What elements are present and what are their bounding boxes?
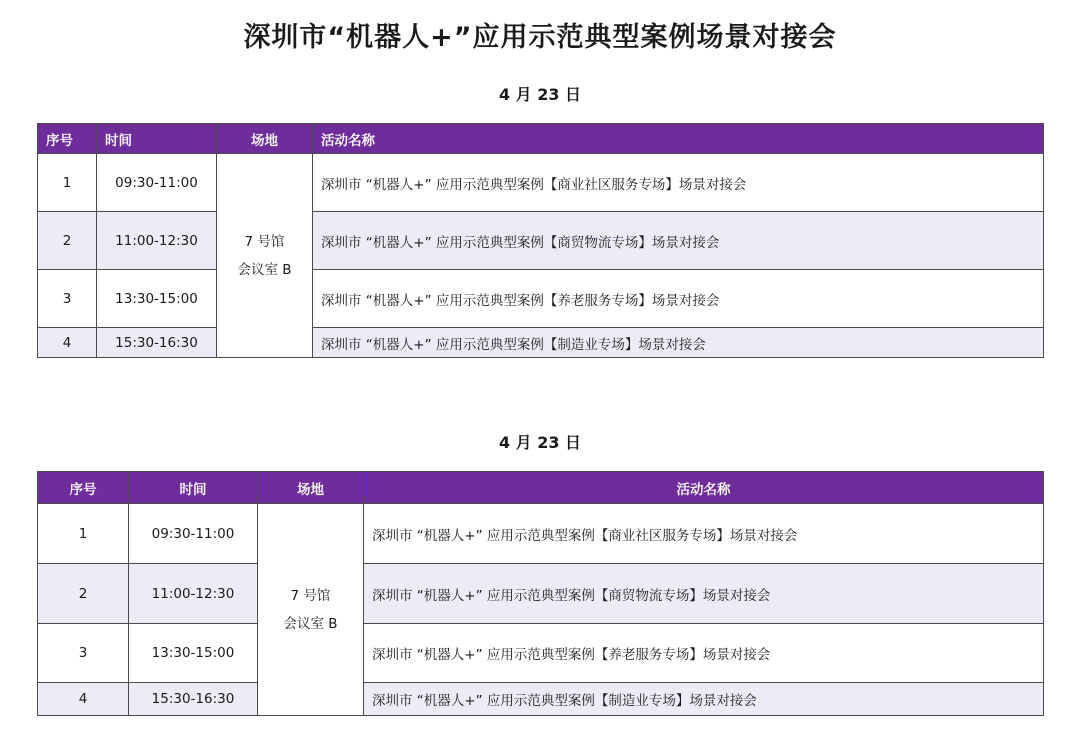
table-header-row bbox=[38, 124, 1044, 154]
page-title: 深圳市“机器人+”应用示范典型案例场景对接会 bbox=[243, 22, 837, 53]
table-row bbox=[38, 154, 1044, 212]
header-cell-venue: 场地 bbox=[258, 472, 364, 504]
table-row bbox=[38, 328, 1044, 358]
row-number: 2 bbox=[38, 212, 97, 270]
table-row bbox=[38, 270, 1044, 328]
table-row bbox=[38, 504, 1044, 564]
header-cell-number: 序号 bbox=[38, 472, 129, 504]
row-number: 4 bbox=[38, 328, 97, 358]
header-cell-number: 序号 bbox=[38, 124, 97, 154]
venue-room: 会议室 B bbox=[237, 261, 292, 278]
venue-hall: 7 号馆 bbox=[290, 587, 331, 604]
schedule-table bbox=[37, 123, 1044, 358]
row-activity-name: 深圳市 “机器人+” 应用示范典型案例【养老服务专场】场景对接会 bbox=[364, 624, 1044, 683]
header-cell-venue: 场地 bbox=[217, 124, 313, 154]
venue-room: 会议室 B bbox=[283, 615, 338, 632]
row-activity-name: 深圳市 “机器人+” 应用示范典型案例【商业社区服务专场】场景对接会 bbox=[364, 504, 1044, 564]
table-row bbox=[38, 624, 1044, 683]
venue-cell bbox=[217, 154, 313, 358]
row-time: 15:30-16:30 bbox=[97, 328, 217, 358]
venue-cell bbox=[258, 504, 364, 716]
header-cell-time: 时间 bbox=[129, 472, 258, 504]
section-date-heading: 4 月 23 日 bbox=[498, 85, 582, 104]
row-number: 3 bbox=[38, 270, 97, 328]
row-activity-name: 深圳市 “机器人+” 应用示范典型案例【制造业专场】场景对接会 bbox=[364, 683, 1044, 716]
row-time: 09:30-11:00 bbox=[97, 154, 217, 212]
table-row bbox=[38, 564, 1044, 624]
row-number: 1 bbox=[38, 154, 97, 212]
row-time: 11:00-12:30 bbox=[97, 212, 217, 270]
row-number: 4 bbox=[38, 683, 129, 716]
row-time: 13:30-15:00 bbox=[129, 624, 258, 683]
row-time: 15:30-16:30 bbox=[129, 683, 258, 716]
row-number: 3 bbox=[38, 624, 129, 683]
row-number: 2 bbox=[38, 564, 129, 624]
table-row bbox=[38, 683, 1044, 716]
header-cell-activity: 活动名称 bbox=[364, 472, 1044, 504]
row-activity-name: 深圳市 “机器人+” 应用示范典型案例【商业社区服务专场】场景对接会 bbox=[313, 154, 1044, 212]
table-row bbox=[38, 212, 1044, 270]
row-time: 11:00-12:30 bbox=[129, 564, 258, 624]
row-time: 13:30-15:00 bbox=[97, 270, 217, 328]
header-cell-activity: 活动名称 bbox=[313, 124, 1044, 154]
row-number: 1 bbox=[38, 504, 129, 564]
section-date-heading: 4 月 23 日 bbox=[498, 433, 582, 452]
row-activity-name: 深圳市 “机器人+” 应用示范典型案例【商贸物流专场】场景对接会 bbox=[313, 212, 1044, 270]
row-activity-name: 深圳市 “机器人+” 应用示范典型案例【制造业专场】场景对接会 bbox=[313, 328, 1044, 358]
row-activity-name: 深圳市 “机器人+” 应用示范典型案例【商贸物流专场】场景对接会 bbox=[364, 564, 1044, 624]
table-header-row bbox=[38, 472, 1044, 504]
schedule-table bbox=[37, 471, 1044, 716]
header-cell-time: 时间 bbox=[97, 124, 217, 154]
row-activity-name: 深圳市 “机器人+” 应用示范典型案例【养老服务专场】场景对接会 bbox=[313, 270, 1044, 328]
venue-hall: 7 号馆 bbox=[244, 233, 285, 250]
row-time: 09:30-11:00 bbox=[129, 504, 258, 564]
